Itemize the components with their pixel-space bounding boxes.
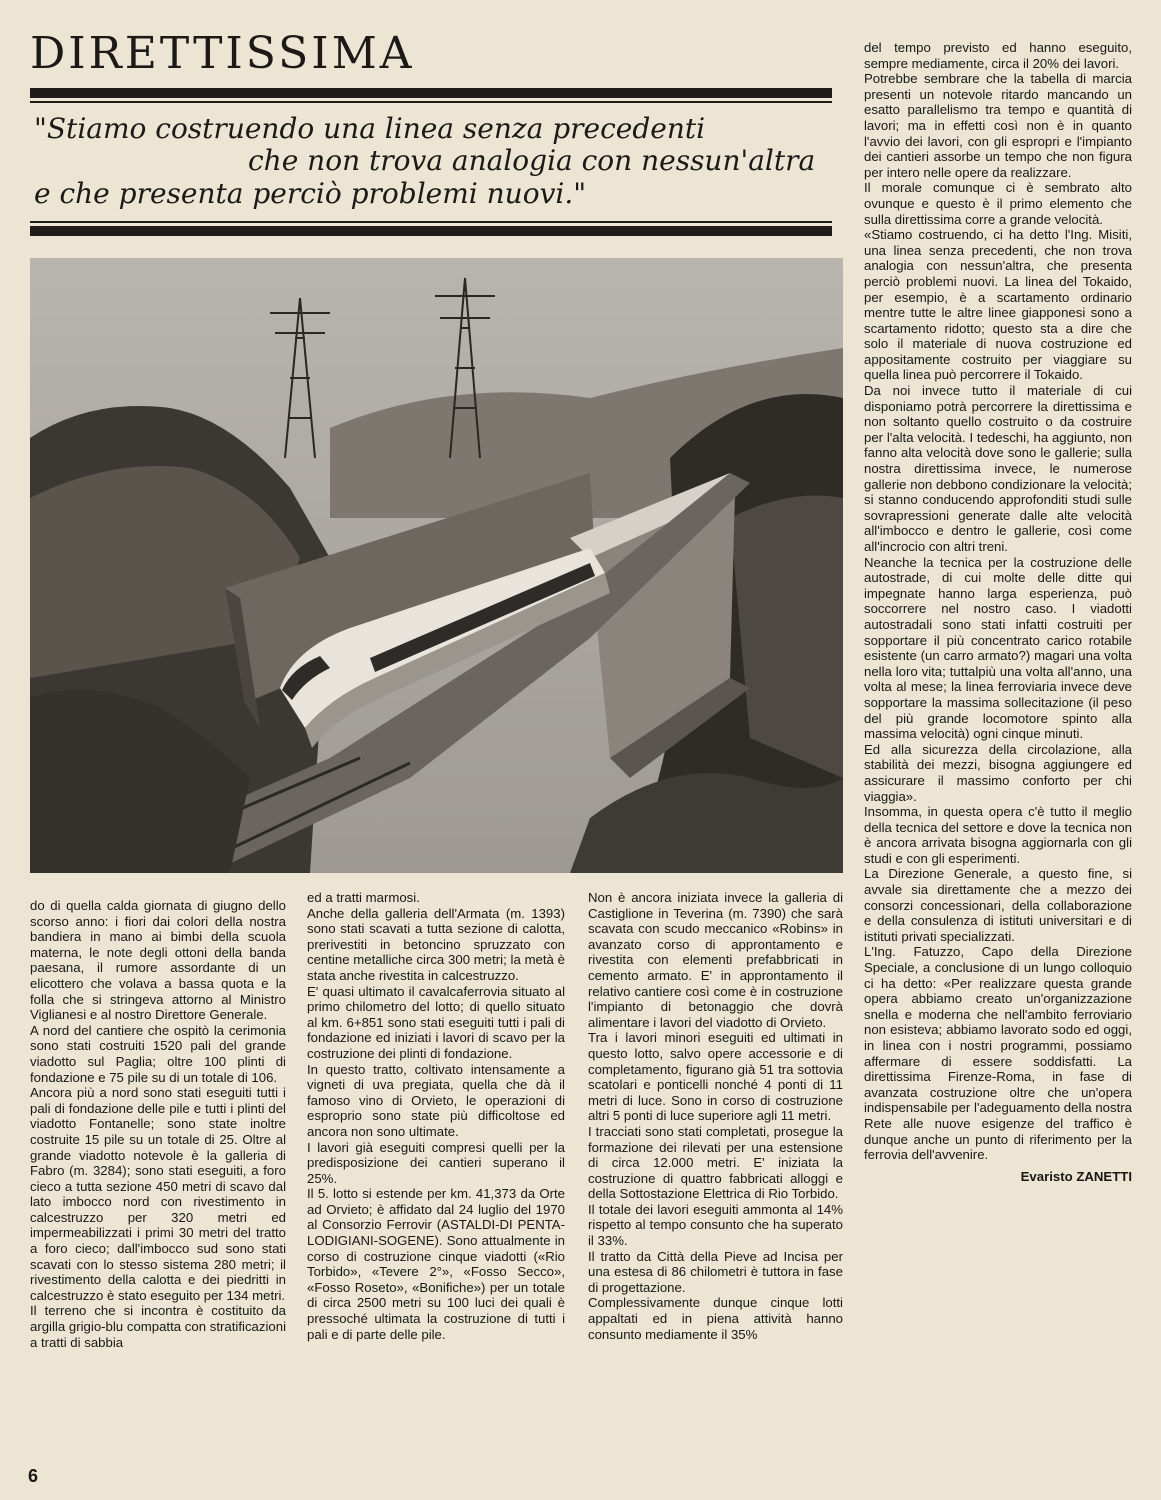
- paragraph: Ancora più a nord sono stati eseguiti tutti i pali di fondazione delle pile e tutti i plinti del viadotto Fontanelle; sono state inoltre costruite 15 pile su un totale di 25. Oltre al grande viadotto notevole è la galleria di Fabro (m. 3284); sono stati eseguiti, a foro cieco a tutta sezione 450 metri di scavo dal lato imbocco nord con rivestimento in calcestruzzo per 320 metri ed impermeabilizzati i primi 30 metri del tratto a foro cieco; dall'imbocco sud sono stati scavati con lo stesso sistema 280 metri; il rivestimento della calotta e dei piedritti in calcestruzzo è stato eseguito per 134 metri.: [30, 1085, 286, 1303]
- text-column-2: [307, 890, 565, 1342]
- paragraph: In questo tratto, coltivato intensamente a vigneti di uva pregiata, quella che dà il famoso vino di Orvieto, le operazioni di esproprio sono state più difficoltose ed ancora non sono ultimate.: [307, 1061, 565, 1139]
- text-column-1: [30, 898, 286, 1350]
- paragraph: Non è ancora iniziata invece la galleria di Castiglione in Teverina (m. 7390) che sarà scavata con scudo meccanico «Robins» in avanzato corso di approntamento e rivestita con elementi prefabbricati in cemento armato. E' in approntamento il relativo cantiere così come è in costruzione l'impianto di betonaggio che dovrà alimentare i lavori del viadotto di Orvieto.: [588, 890, 843, 1030]
- paragraph: do di quella calda giornata di giugno dello scorso anno: i fiori dai colori della nostra bandiera in mano ai bimbi della scuola materna, le note degli ottoni della banda paesana, il rumore assordante di un elicottero che volava a bassa quota e la folla che si stringeva attorno al Ministro Viglianesi e al nostro Direttore Generale.: [30, 898, 286, 1023]
- paragraph: La Direzione Generale, a questo fine, si avvale sia direttamente che a mezzo dei consorzi concessionari, della collaborazione e della consulenza di istituti universitari e di istituti privati specializzati.: [864, 866, 1132, 944]
- divider-bottom-thick: [30, 226, 832, 236]
- paragraph: Tra i lavori minori eseguiti ed ultimati in questo lotto, salvo opere accessorie e di completamento, figurano già 51 tra sottovia scatolari e ponticelli nonché 4 ponti di 11 metri di luce. Sono in corso di costruzione altri 5 ponti di luce superiore agli 11 metri.: [588, 1030, 843, 1124]
- paragraph: del tempo previsto ed hanno eseguito, sempre mediamente, circa il 20% dei lavori.: [864, 40, 1132, 71]
- paragraph: L'Ing. Fatuzzo, Capo della Direzione Speciale, a conclusione di un lungo colloquio ci ha detto: «Per realizzare questa grande opera abbiamo creato un'organizzazione snella e moderna che nell'ambito ferroviario non esisteva; abbiamo lavorato sodo ed oggi, in linea con i nostri programmi, possiamo affermare di essere soddisfatti. La direttissima Firenze-Roma, in fase di avanzata costruzione oltre che un'opera indispensabile per l'adeguamento della nostra Rete alle nuove esigenze del traffico è dunque anche un punto di riferimento per la ferrovia dell'avvenire.: [864, 944, 1132, 1163]
- train-photo: [30, 258, 843, 873]
- paragraph: ed a tratti marmosi.: [307, 890, 420, 905]
- paragraph: A nord del cantiere che ospitò la cerimonia sono stati costruiti 1520 pali del grande viadotto sul Paglia; oltre 100 plinti di fondazione e 75 pile su di un totale di 106.: [30, 1022, 286, 1085]
- paragraph: Il morale comunque ci è sembrato alto ovunque e questo è il primo elemento che sulla direttissima corre a grande velocità.: [864, 180, 1132, 227]
- paragraph: Anche della galleria dell'Armata (m. 1393) sono stati scavati a tutta sezione di calotta, prerivestiti in betoncino spruzzato con centine metalliche circa 300 metri; la metà è stata anche rivestita in calcestruzzo.: [307, 905, 565, 983]
- paragraph: Il terreno che si incontra è costituito da argilla grigio-blu compatta con stratificazioni a tratti di sabbia: [30, 1303, 286, 1350]
- paragraph: Ed alla sicurezza della circolazione, alla stabilità dei mezzi, bisogna aggiungere ed assicurare il massimo conforto per chi viaggia».: [864, 741, 1132, 804]
- paragraph: Il tratto da Città della Pieve ad Incisa per una estesa di 86 chilometri è tuttora in fase di progettazione.: [588, 1248, 843, 1295]
- text-column-4: [864, 40, 1132, 1184]
- article-title: DIRETTISSIMA: [30, 28, 415, 79]
- paragraph: Il 5. lotto si estende per km. 41,373 da Orte ad Orvieto; è affidato dal 24 luglio del 1970 al Consorzio Ferrovir (ASTALDI-DI PENTA-LODIGIANI-SOGENE). Sono attualmente in corso di costruzione cinque viadotti («Rio Torbido», «Tevere 2°», «Fosso Secco», «Fosso Roseto», «Bonifiche») per un totale di circa 2500 metri su 100 luci dei quali è pressoché ultimata la costruzione di tutti i pali e di parte delle pile.: [307, 1186, 565, 1342]
- paragraph: Insomma, in questa opera c'è tutto il meglio della tecnica del settore e dove la tecnica non è ancora arrivata bisogna aggiornarla con gli studi e con gli esperimenti.: [864, 804, 1132, 866]
- paragraph: I lavori già eseguiti compresi quelli per la predisposizione dei cantieri superano il 25%.: [307, 1139, 565, 1186]
- paragraph: Neanche la tecnica per la costruzione delle autostrade, di cui molte delle ditte qui impegnate hanno larga esperienza, può soccorrere nel nostro caso. I viadotti autostradali sono stati infatti costruiti per sopportare il più concentrato carico rotabile esistente (un carro armato?) magari una volta nella loro vita; tuttalpiù una volta all'anno, una volta al mese; la linea ferroviaria invece deve sopportare la massima sollecitazione (il peso del più grande locomotore spinto alla massima velocità) ogni cinque minuti.: [864, 554, 1132, 742]
- divider-top-thick: [30, 88, 832, 98]
- paragraph: E' quasi ultimato il cavalcaferrovia situato al primo chilometro del lotto; di quello situato al km. 6+851 sono stati eseguiti tutti i pali di fondazione ed iniziati i lavori di scavo per la costruzione dei plinti di fondazione.: [307, 983, 565, 1061]
- paragraph: «Stiamo costruendo, ci ha detto l'Ing. Misiti, una linea senza precedenti, che non trova analogia con nessun'altra, che presenta perciò problemi nuovi. La linea del Tokaido, per esempio, è a scartamento ordinario mentre tutte le altre linee giapponesi sono a scartamento ridotto; questo sta a dire che solo il materiale di nuova costruzione ed appositamente costruito per viaggiare su quella linea può percorrere il Tokaido.: [864, 227, 1132, 383]
- page-number: 6: [28, 1466, 39, 1486]
- divider-bottom-thin: [30, 221, 832, 223]
- text-column-3: [588, 890, 843, 1342]
- pull-quote-line-3: e che presenta perciò problemi nuovi.": [34, 177, 587, 210]
- paragraph: Da noi invece tutto il materiale di cui disponiamo potrà percorrere la direttissima e non soltanto quello costruito o da costruire per l'alta velocità. I tedeschi, ha aggiunto, non fanno alta velocità dove sono le gallerie; sulla nostra direttissima invece, le numerose gallerie non debbono condizionare la velocità; si stanno conducendo approfonditi studi sulle sovrapressioni generate dalle alte velocità all'imbocco e dentro le gallerie, così come all'incrocio con altri treni.: [864, 383, 1132, 554]
- pull-quote-line-2: che non trova analogia con nessun'altra: [248, 144, 816, 177]
- paragraph: Il totale dei lavori eseguiti ammonta al 14% rispetto al tempo consunto che ha superato il 33%.: [588, 1201, 843, 1249]
- author-signature: Evaristo ZANETTI: [1020, 1168, 1132, 1184]
- pull-quote-line-1: "Stiamo costruendo una linea senza precedenti: [34, 112, 706, 145]
- paragraph: Potrebbe sembrare che la tabella di marcia presenti un notevole ritardo mancando un esatto parallelismo tra tempo e quantità di lavori; ma in effetti così non è in quanto l'avvio dei lavori, con gli espropri e l'impianto dei cantieri assorbe un tempo che non figura per intero nelle opere da realizzare.: [864, 71, 1132, 180]
- paragraph: Complessivamente dunque cinque lotti appaltati ed in piena attività hanno consunto mediamente il 35%: [588, 1295, 843, 1342]
- paragraph: I tracciati sono stati completati, prosegue la formazione dei rilevati per una estensione di circa 12.000 metri. E' iniziata la costruzione di quattro fabbricati alloggi e della Sottostazione Elettrica di Rio Torbido.: [588, 1123, 843, 1202]
- divider-top-thin: [30, 101, 832, 103]
